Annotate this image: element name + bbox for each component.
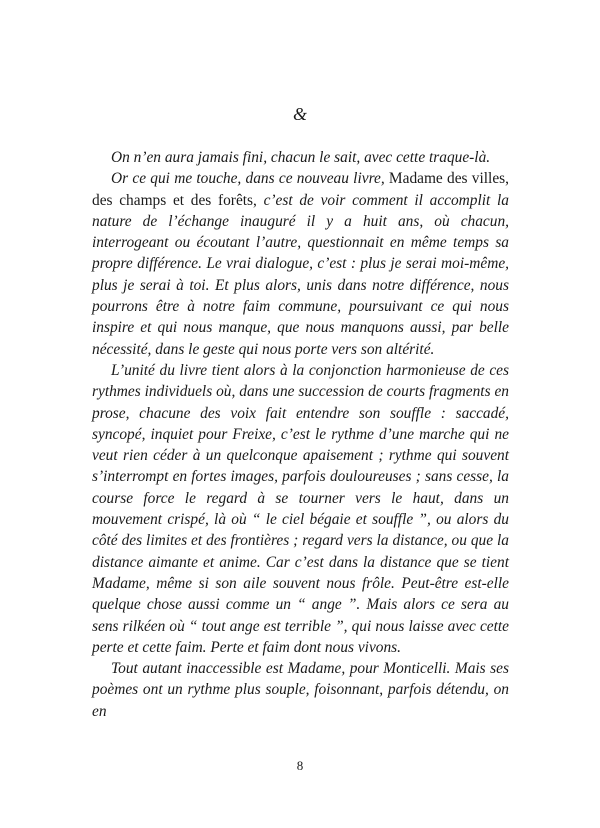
paragraph-4-text: Tout autant inaccessible est Madame, pour Monticelli. Mais ses poèmes ont un rythme plus souple, foisonnant, parfois détendu, on en	[92, 660, 509, 720]
paragraph-3-text: L’unité du livre tient alors à la conjonction harmonieuse de ces rythmes individuels où, dans une succession de courts fragments en prose, chacune des voix fait entendre son souffle : saccadé, syncopé, inquiet pour Freixe, c’est le rythme d’une marche qui ne veut rien céder à un quelconque apaisement ; rythme qui souvent s’interrompt en fortes images, parfois douloureuses ; sans cesse, la course force le regard à se tourner vers le haut, dans un mouvement crispé, là où “ le ciel bégaie et souffle ”, ou alors du côté des limites et des frontières ; regard vers la distance, ou que la distance aimante et anime. Car c’est dans la distance que se tient Madame, même si son aile souvent nous frôle. Peut-être est-elle quelque chose aussi comme un “ ange ”. Mais alors ce sera au sens rilkéen où “ tout ange est terrible ”, qui nous laisse avec cette perte et cette faim. Perte et faim dont nous vivons.	[92, 361, 509, 656]
body-text	[92, 147, 509, 722]
book-title-roman: Madame des villes, des champs et des forêts,	[92, 170, 509, 209]
paragraph-3	[92, 360, 509, 658]
paragraph-1	[92, 147, 509, 168]
ornament-ampersand: &	[292, 104, 307, 124]
paragraph-2-text-a: Or ce qui me touche, dans ce nouveau livre,	[111, 170, 389, 188]
page-number: 8	[296, 758, 304, 773]
paragraph-1-text: On n’en aura jamais fini, chacun le sait, avec cette traque-là.	[111, 149, 491, 166]
paragraph-2-text-b: c’est de voir comment il accomplit la nature de l’échange inauguré il y a huit ans, où chacun, interrogeant ou écoutant l’autre, questionnait en même temps sa propre différence. Le vrai dialogue, c’est : plus je serai moi-même, plus je serai à toi. Et plus alors, unis dans notre différence, nous pourrons être à notre faim commune, poursuivant ce qui nous inspire et qui nous manque, que nous manquons aussi, par belle nécessité, dans le geste qui nous porte vers son altérité.	[92, 191, 510, 358]
paragraph-4	[92, 658, 509, 722]
paragraph-2	[92, 168, 509, 360]
